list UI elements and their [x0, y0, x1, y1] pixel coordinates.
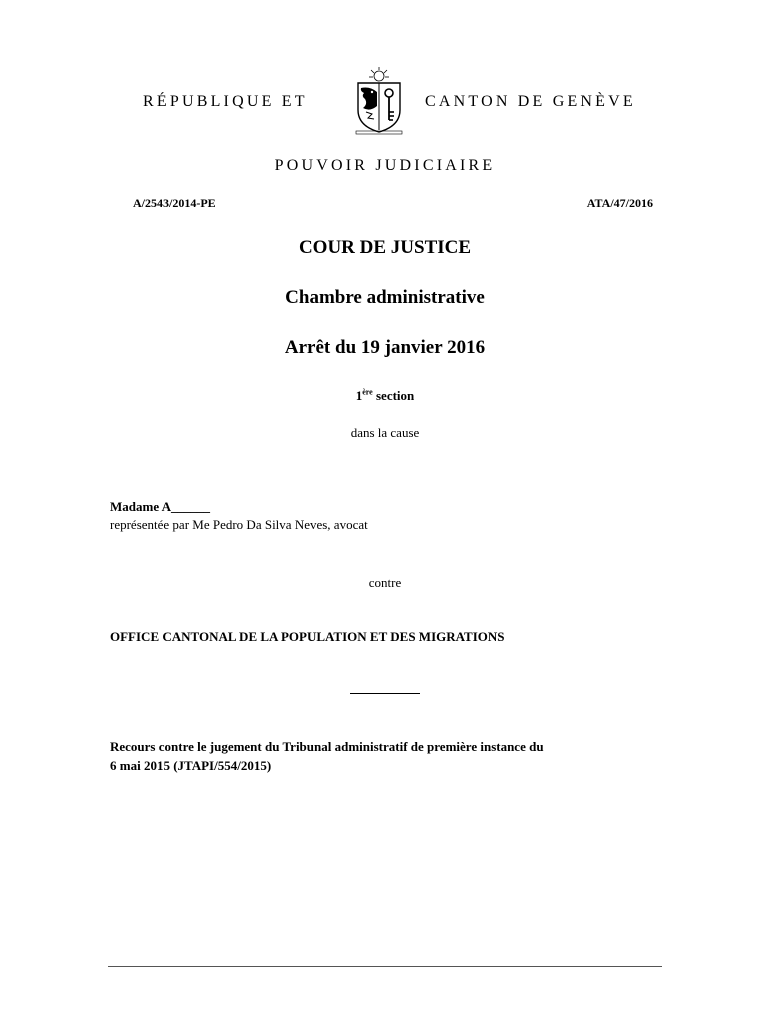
appeal-line-2: 6 mai 2015 (JTAPI/554/2015) [110, 758, 272, 773]
respondent-name: OFFICE CANTONAL DE LA POPULATION ET DES MIGRATIONS [110, 629, 505, 644]
appeal-line-1: Recours contre le jugement du Tribunal administratif de première instance du [110, 739, 544, 754]
section-number: 1 [355, 388, 363, 403]
decision-number: ATA/47/2016 [586, 196, 653, 210]
appellant-counsel: représentée par Me Pedro Da Silva Neves, avocat [110, 517, 368, 532]
separator-line [350, 693, 420, 694]
decision-date: Arrêt du 19 janvier 2016 [284, 337, 486, 358]
versus-text: contre [368, 575, 402, 590]
court-title: COUR DE JUSTICE [298, 237, 472, 258]
section-label: section [372, 388, 415, 403]
header-pouvoir-judiciaire: POUVOIR JUDICIAIRE [274, 157, 496, 174]
footer-rule [108, 966, 662, 967]
case-number: A/2543/2014-PE [133, 196, 216, 210]
section-line [0, 388, 770, 404]
header-republique: RÉPUBLIQUE ET [143, 93, 308, 110]
header-canton: CANTON DE GENÈVE [425, 93, 636, 110]
chamber-title: Chambre administrative [285, 287, 485, 308]
section-superscript: ère [362, 387, 373, 397]
geneva-coat-of-arms-logo [350, 66, 408, 136]
appellant-name: Madame A______ [110, 499, 211, 514]
cause-text: dans la cause [350, 425, 420, 440]
